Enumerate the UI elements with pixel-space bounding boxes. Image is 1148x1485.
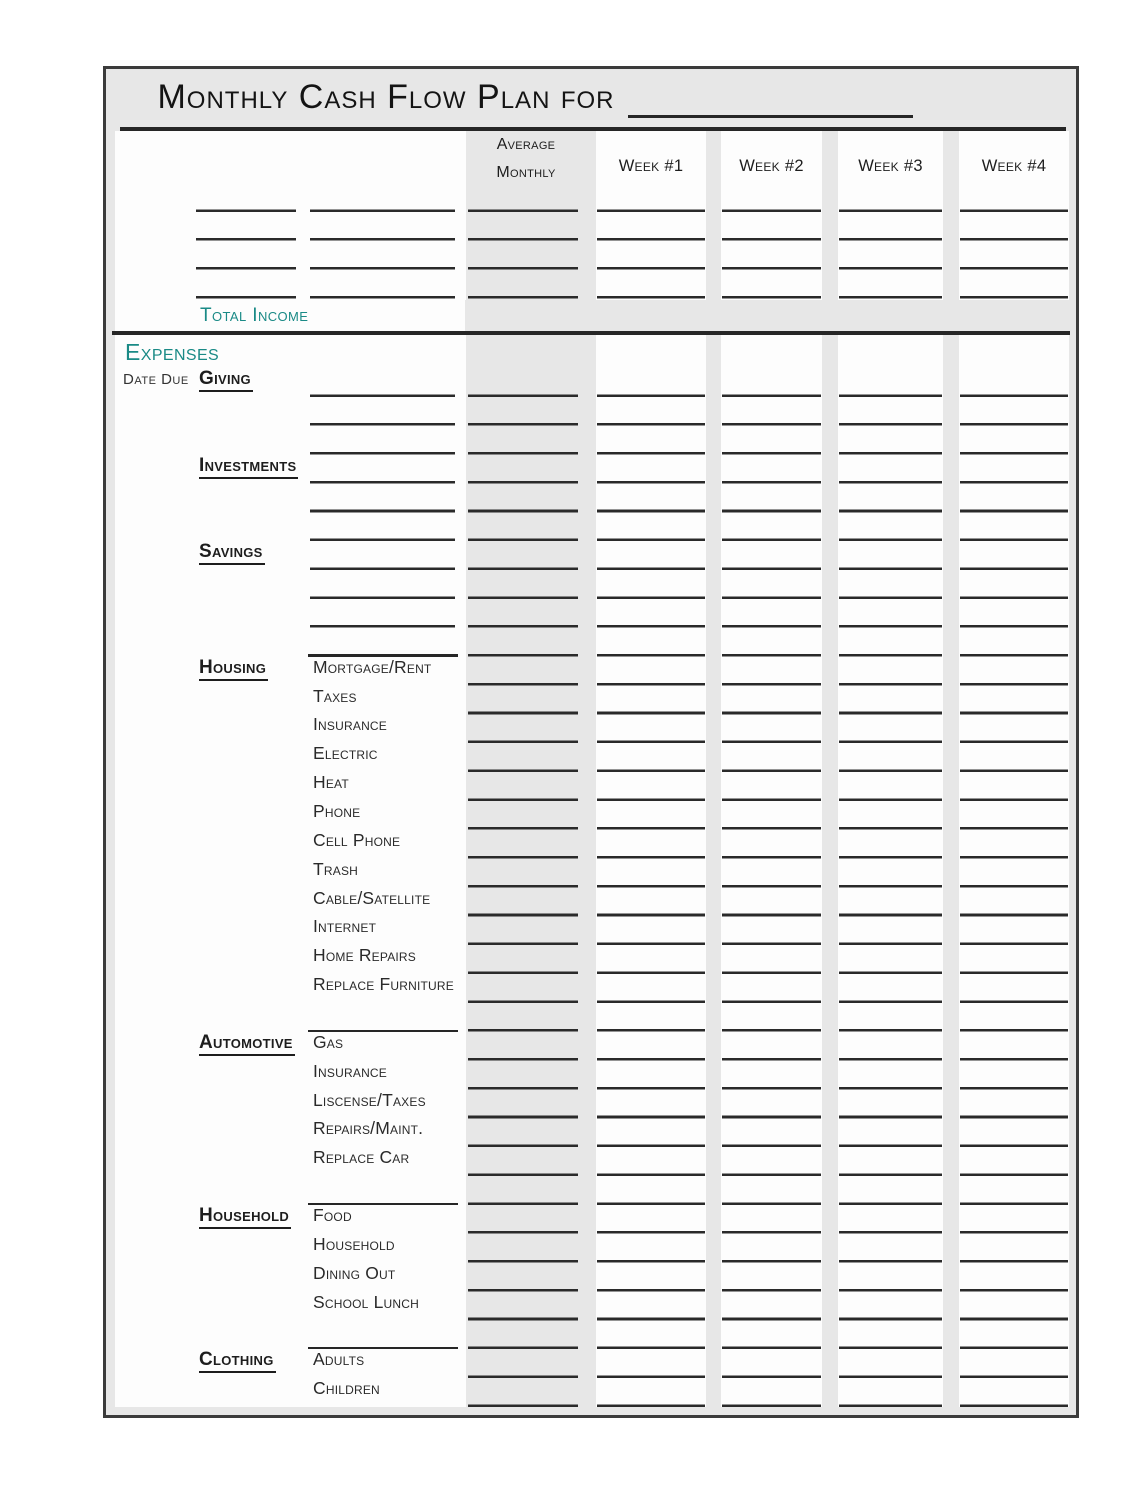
expense-item-label: Cable/Satellite — [313, 887, 431, 908]
expense-category-text: Housing — [199, 657, 268, 681]
total-income-label: Total Income — [200, 305, 309, 326]
expense-category-label — [199, 1350, 276, 1374]
expense-item-label: Taxes — [313, 685, 357, 706]
expense-category-text: Household — [199, 1205, 291, 1229]
week-column-header: Week #4 — [981, 157, 1047, 175]
expense-item-label: Gas — [313, 1031, 344, 1052]
expense-item-label: Insurance — [313, 714, 388, 735]
expense-item-label: Liscense/Taxes — [313, 1089, 426, 1110]
expense-item-label: Household — [313, 1233, 395, 1254]
expense-category-text: Giving — [199, 368, 253, 392]
week-3-income-amount-lines — [839, 183, 942, 298]
expense-category-label — [199, 369, 253, 393]
expense-category-label — [199, 1206, 291, 1230]
expense-item-label: Children — [313, 1378, 380, 1399]
expense-item-label: Insurance — [313, 1060, 388, 1081]
expense-item-label: Internet — [313, 916, 377, 937]
week-column-header: Week #1 — [618, 157, 684, 175]
week-2-income-amount-lines — [722, 183, 821, 298]
expense-item-label: Cell Phone — [313, 829, 401, 850]
week-4-expense-amount-lines — [960, 368, 1068, 1407]
expense-item-label: Home Repairs — [313, 945, 416, 966]
expenses-section-label: Expenses — [125, 339, 220, 365]
expense-item-label: Repairs/Maint. — [313, 1118, 424, 1139]
expense-category-text: Savings — [199, 541, 265, 565]
expense-item-label: Electric — [313, 743, 378, 764]
expense-item-label: Trash — [313, 858, 359, 879]
expense-item-label: Adults — [313, 1349, 365, 1370]
total-income-band — [465, 300, 1076, 331]
income-expenses-divider-rule — [112, 331, 1070, 335]
expense-category-label — [199, 658, 268, 682]
expense-category-label — [199, 542, 265, 566]
week-2-expense-amount-lines — [722, 368, 821, 1407]
expense-category-label — [199, 1033, 295, 1057]
week-1-expense-amount-lines — [597, 368, 705, 1407]
expense-item-label: Food — [313, 1205, 352, 1225]
expense-category-text: Investments — [199, 455, 298, 479]
week-3-expense-amount-lines — [839, 368, 942, 1407]
income-earner-write-in-lines — [196, 183, 296, 298]
expense-item-label: Mortgage/Rent — [313, 656, 432, 677]
average-monthly-header-line2: Monthly — [496, 164, 556, 181]
week-4-income-amount-lines — [960, 183, 1068, 298]
week-column-header: Week #2 — [739, 157, 804, 175]
week-column-header: Week #3 — [858, 157, 923, 175]
average-monthly-expense-lines — [468, 368, 578, 1407]
expense-item-label: Phone — [313, 801, 361, 821]
expense-item-label: Heat — [313, 772, 349, 793]
expense-item-label: Replace Car — [313, 1147, 410, 1168]
average-monthly-income-lines — [468, 183, 578, 298]
expense-category-text: Automotive — [199, 1032, 295, 1056]
expense-item-label: School Lunch — [313, 1291, 420, 1312]
week-1-income-amount-lines — [597, 183, 705, 298]
expense-category-text: Clothing — [199, 1349, 276, 1373]
expense-item-label: Replace Furniture — [313, 974, 454, 995]
title-blank-line — [628, 115, 913, 118]
average-monthly-header-line1: Average — [496, 136, 556, 153]
expense-item-label: Dining Out — [313, 1262, 396, 1283]
header-divider-rule — [120, 127, 1066, 131]
expense-category-label — [199, 456, 298, 480]
date-due-label: Date Due — [123, 371, 189, 388]
income-source-write-in-lines — [310, 183, 455, 298]
cash-flow-form-sheet — [103, 66, 1079, 1418]
page-title: Monthly Cash Flow Plan for — [157, 78, 615, 116]
expense-source-write-in-lines — [310, 368, 455, 628]
